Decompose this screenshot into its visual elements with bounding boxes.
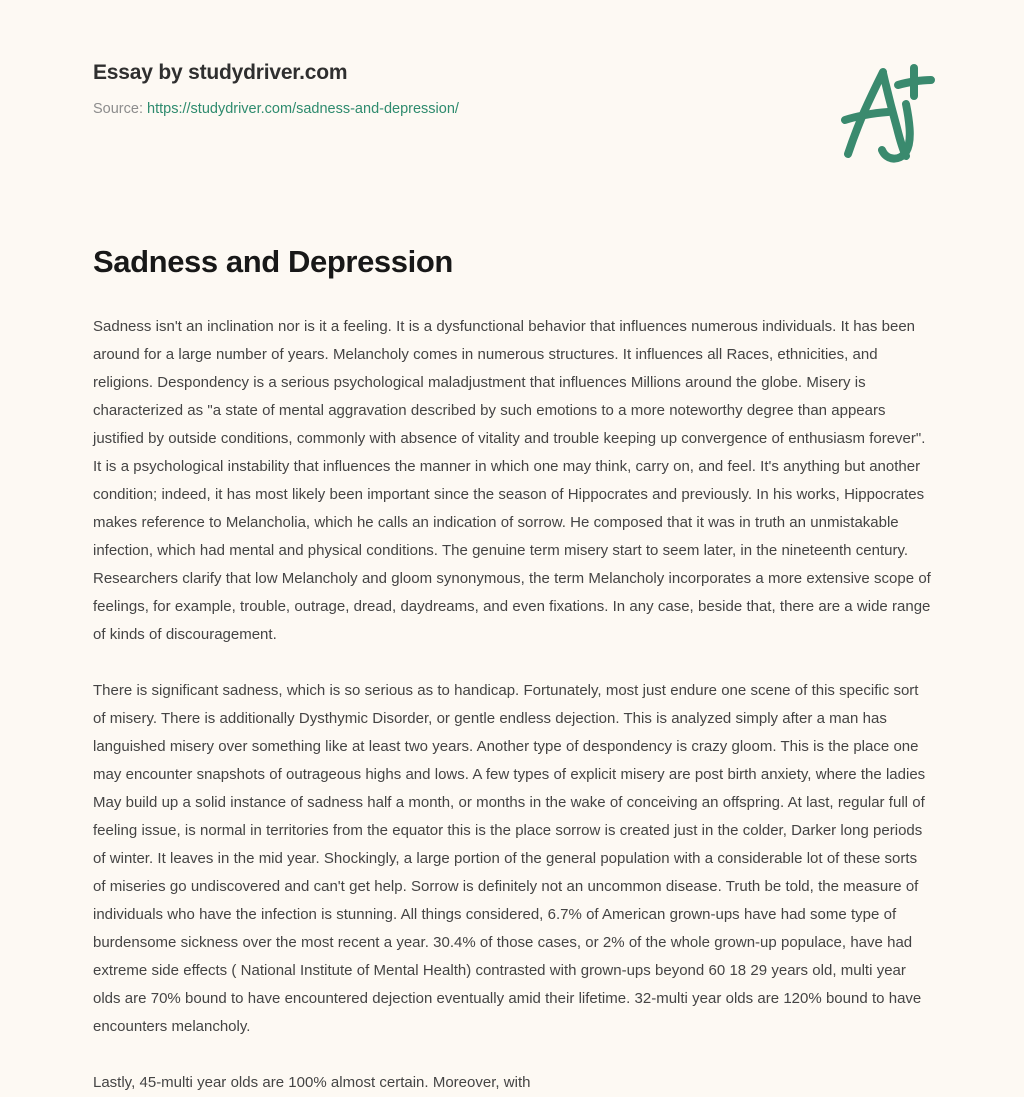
essay-body	[93, 313, 933, 1097]
essay-paragraph: Lastly, 45-multi year olds are 100% almost certain. Moreover, with	[93, 1074, 531, 1091]
source-line	[93, 100, 933, 119]
source-label: Source:	[93, 101, 143, 118]
page-title: Sadness and Depression	[93, 244, 453, 279]
document-header	[93, 60, 933, 119]
essay-byline: Essay by studydriver.com	[93, 61, 348, 84]
essay-paragraph: Sadness isn't an inclination nor is it a feeling. It is a dysfunctional behavior that influences numerous individuals. It has been around for a large number of years. Melancholy comes in numerous structures. It influences all Races, ethnicities, and religions. Despondency is a serious psychological maladjustment that influences Millions around the globe. Misery is characterized as "a state of mental aggravation described by such emotions to a more noteworthy degree than appears justified by outside conditions, commonly with absence of vitality and trouble keeping up convergence of enthusiasm forever". It is a psychological instability that influences the manner in which one may think, carry on, and feel. It's anything but another condition; indeed, it has most likely been important since the season of Hippocrates and previously. In his works, Hippocrates makes reference to Melancholia, which he calls an indication of sorrow. He composed that it was in truth an unmistakable infection, which had mental and physical conditions. The genuine term misery start to seem later, in the nineteenth century. Researchers clarify that low Melancholy and gloom synonymous, the term Melancholy incorporates a more extensive scope of feelings, for example, trouble, outrage, dread, daydreams, and even fixations. In any case, beside that, there are a wide range of kinds of discouragement.	[93, 318, 931, 643]
essay-paragraph: There is significant sadness, which is so serious as to handicap. Fortunately, most just endure one scene of this specific sort of misery. There is additionally Dysthymic Disorder, or gentle endless dejection. This is analyzed simply after a man has languished misery over something like at least two years. Another type of despondency is crazy gloom. This is the place one may encounter snapshots of outrageous highs and lows. A few types of explicit misery are post birth anxiety, where the ladies May build up a solid instance of sadness half a month, or months in the wake of conceiving an offspring. At last, regular full of feeling issue, is normal in territories from the equator this is the place sorrow is created just in the colder, Darker long periods of winter. It leaves in the mid year. Shockingly, a large portion of the general population with a considerable lot of these sorts of miseries go undiscovered and can't get help. Sorrow is definitely not an uncommon disease. Truth be told, the measure of individuals who have the infection is stunning. All things considered, 6.7% of American grown-ups have had some type of burdensome sickness over the most recent a year. 30.4% of those cases, or 2% of the whole grown-up populace, have had extreme side effects ( National Institute of Mental Health) contrasted with grown-ups beyond 60 18 29 years old, multi year olds are 70% bound to have encountered dejection eventually amid their lifetime. 32-multi year olds are 120% bound to have encounters melancholy.	[93, 682, 926, 1035]
source-url-link[interactable]: https://studydriver.com/sadness-and-depression/	[147, 101, 459, 118]
studydriver-a-plus-logo-icon	[836, 62, 946, 168]
